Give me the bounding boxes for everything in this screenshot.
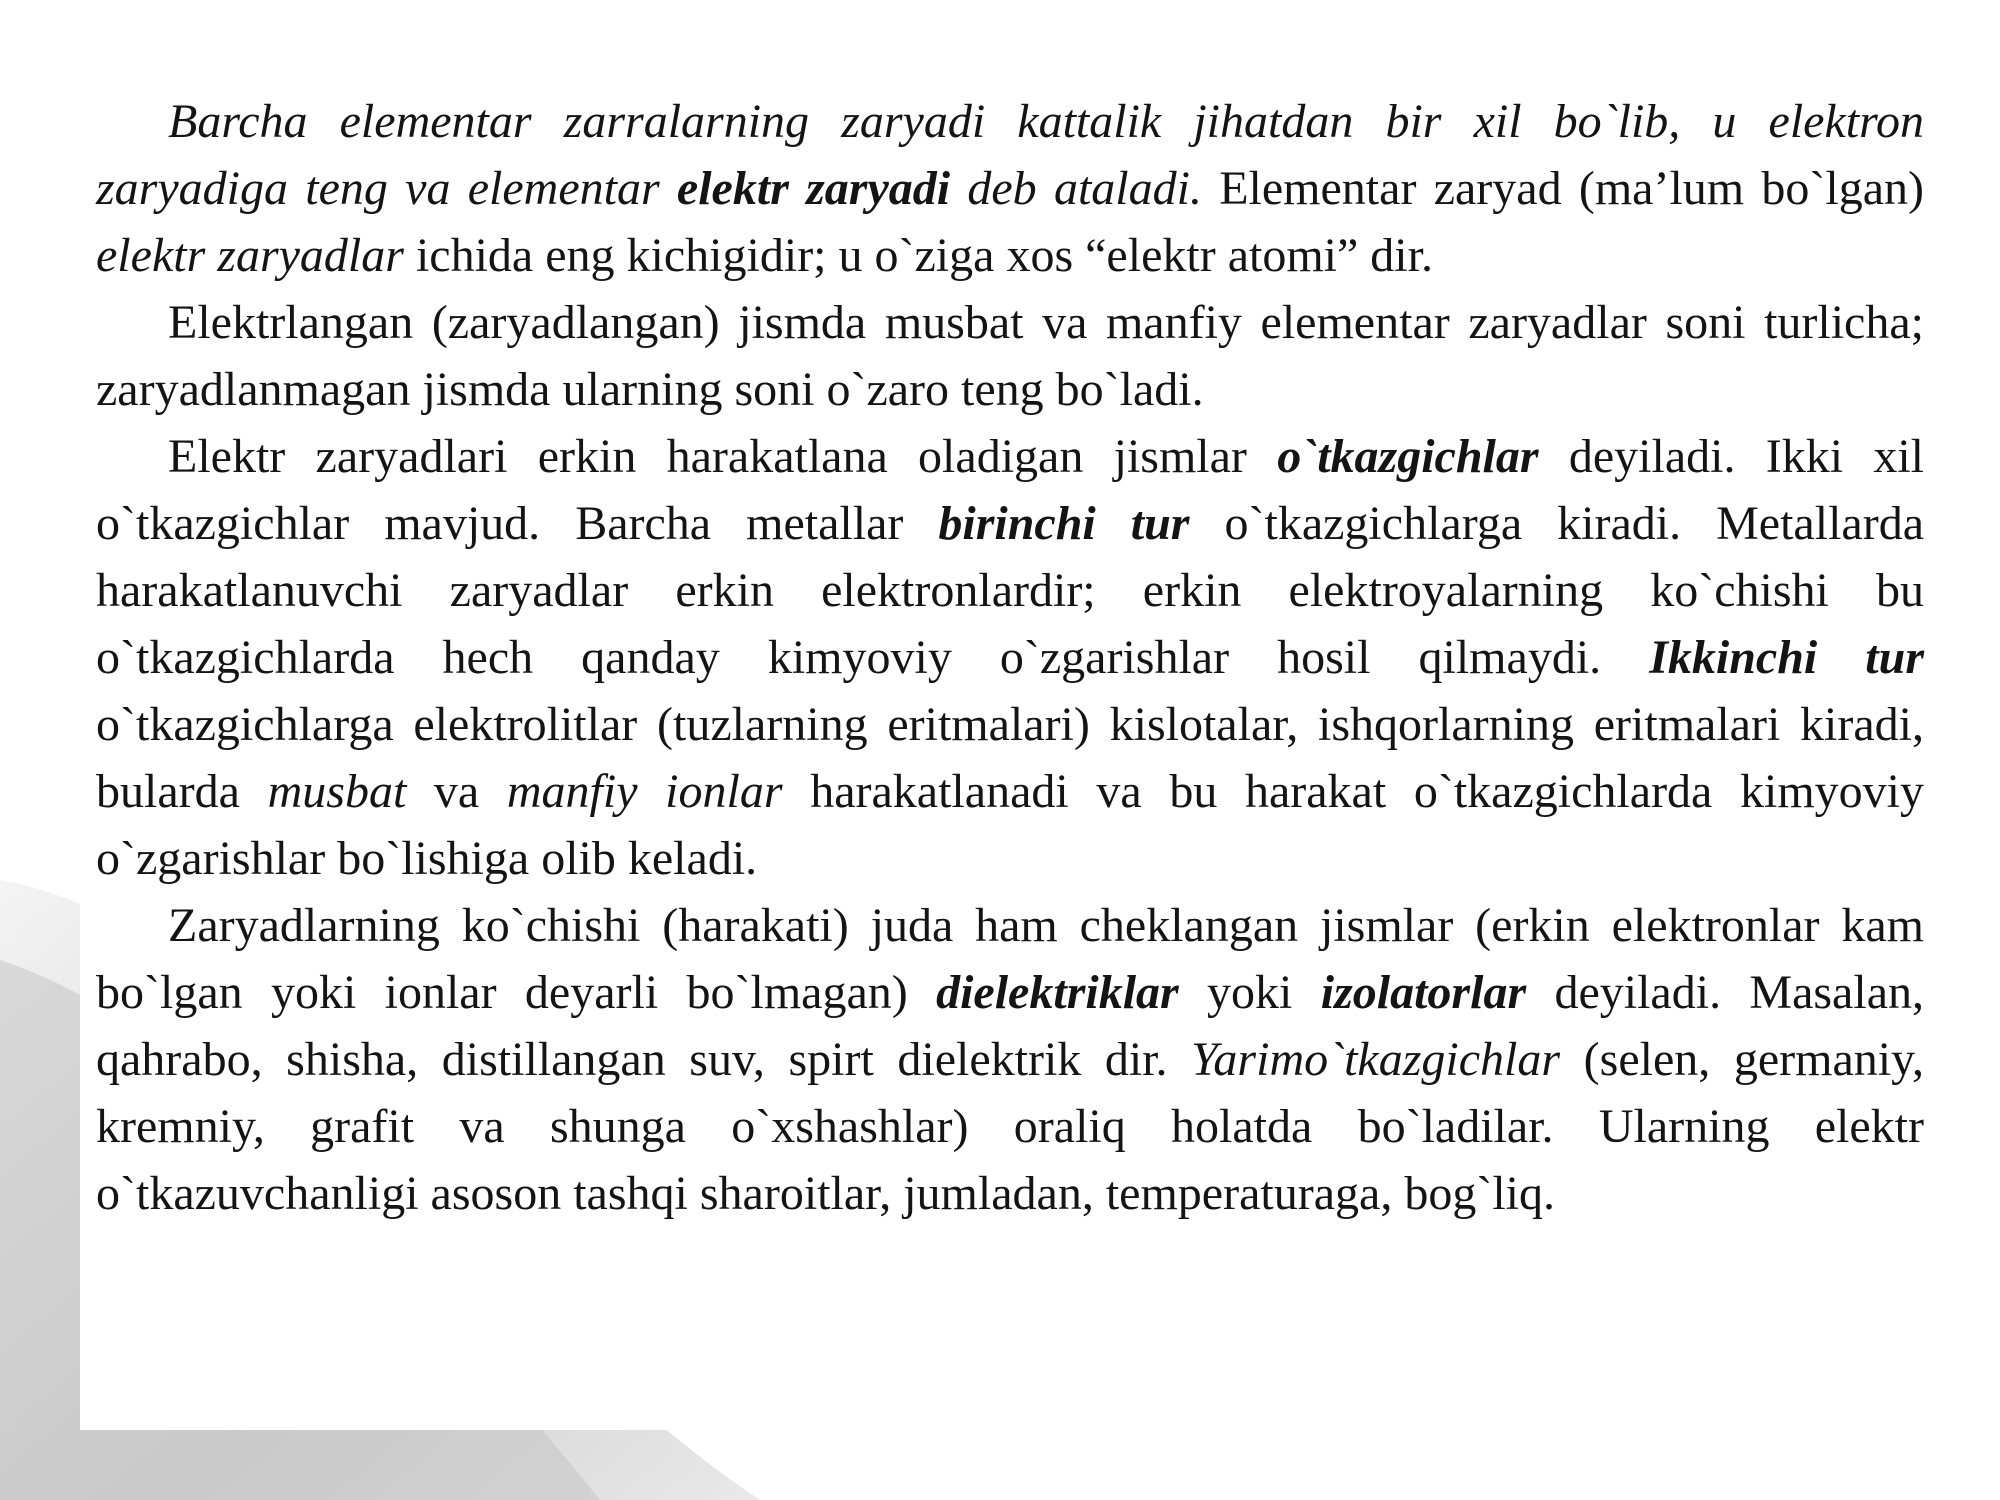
emphasized-term: birinchi tur xyxy=(938,497,1190,550)
text-run: ichida eng kichigidir; u o`ziga xos “elektr atomi” dir. xyxy=(403,229,1433,282)
emphasized-term: dielektriklar xyxy=(936,966,1179,1019)
text-run: harakatlanadi va bu harakat o`tkazgichlarda kimyoviy o`zgarishlar bo`lishiga olib keladi. xyxy=(96,765,1925,885)
paragraph-elementar-zaryad xyxy=(96,88,1924,289)
text-run: Elektr zaryadlari erkin harakatlana oladigan jismlar xyxy=(168,430,1278,483)
text-run: Elektrlangan (zaryadlangan) jismda musbat va manfiy elementar zaryadlar soni turlicha; zaryadlanmagan jismda ularning soni o`zaro teng bo`ladi. xyxy=(96,296,1924,416)
emphasized-term: o`tkazgichlar xyxy=(1277,430,1539,483)
italic-text: elektr zaryadlar xyxy=(96,229,404,282)
emphasized-term: Ikkinchi tur xyxy=(1649,631,1924,684)
italic-text: Barcha elementar zarralarning zaryadi kattalik jihatdan bir xil bo`lib, u elektron zaryadiga teng va elementar xyxy=(96,95,1924,215)
italic-text: manfiy ionlar xyxy=(506,765,783,818)
text-run: deyiladi. Masalan, qahrabo, shisha, distillangan suv, spirt dielektrik dir. xyxy=(96,966,1925,1086)
text-run: va xyxy=(406,765,507,818)
italic-text: deb ataladi. xyxy=(950,162,1202,215)
paragraph-otkazgichlar xyxy=(96,423,1924,892)
italic-text: musbat xyxy=(267,765,407,818)
paragraph-zaryadlangan-jism xyxy=(96,289,1924,423)
italic-text: Yarimo`tkazgichlar xyxy=(1191,1033,1561,1086)
text-run: o`tkazgichlarga elektrolitlar (tuzlarning eritmalari) kislotalar, ishqorlarning eritmalari kiradi, bularda xyxy=(96,698,1924,818)
text-run: Elementar zaryad (ma’lum bo`lgan) xyxy=(1201,162,1924,215)
text-run: Zaryadlarning ko`chishi (harakati) juda ham cheklangan jismlar (erkin elektronlar kam bo`lgan yoki ionlar deyarli bo`lmagan) xyxy=(96,899,1924,1019)
text-run: deyiladi. Ikki xil o`tkazgichlar mavjud. Barcha metallar xyxy=(96,430,1925,550)
text-run: o`tkazgichlarga kiradi. Metallarda harakatlanuvchi zaryadlar erkin elektronlardir; erkin elektroyalarning ko`chishi bu o`tkazgichlarda hech qanday kimyoviy o`zgarishlar hosil qilmaydi. xyxy=(96,497,1925,684)
text-run: yoki xyxy=(1178,966,1321,1019)
paragraph-dielektriklar xyxy=(96,892,1924,1227)
document-body xyxy=(96,88,1924,1227)
emphasized-term: elektr zaryadi xyxy=(676,162,951,215)
emphasized-term: izolatorlar xyxy=(1320,966,1527,1019)
text-run: (selen, germaniy, kremniy, grafit va shunga o`xshashlar) oraliq holatda bo`ladilar. Ularning elektr o`tkazuvchanligi asoson tashqi sharoitlar, jumladan, temperaturaga, bog`liq. xyxy=(96,1033,1924,1220)
